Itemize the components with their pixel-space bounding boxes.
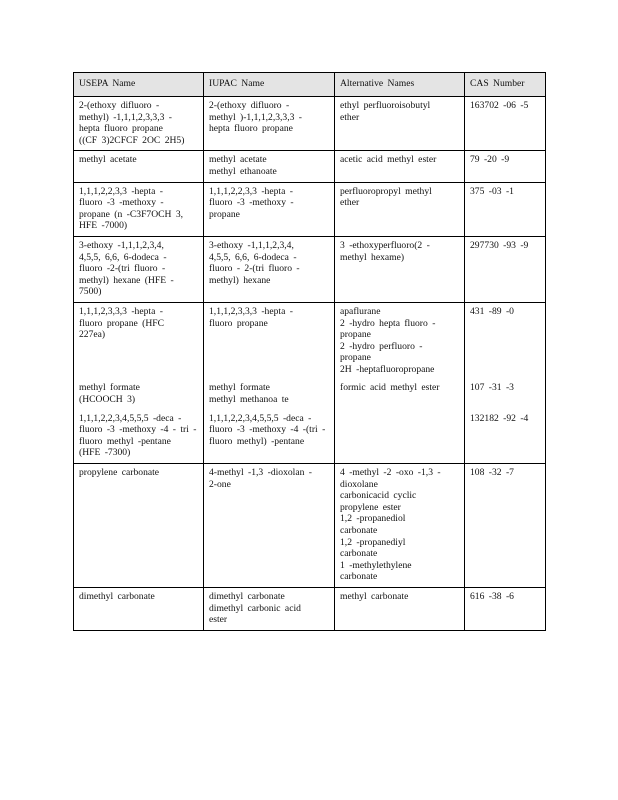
- table-row: [74, 182, 546, 236]
- cell-line: 375 -03 -1: [470, 185, 514, 197]
- cell-line: methyl) -1,1,1,2,3,3,3 -: [79, 111, 172, 123]
- cell-line: propane: [209, 208, 240, 220]
- cell-line: 1,1,1,2,3,3,3 -hepta -: [209, 305, 293, 317]
- cell-line: fluoro methyl -pentane: [79, 435, 171, 447]
- cell-line: 3-ethoxy -1,1,1,2,3,4,: [79, 239, 164, 251]
- iupac-name-cell: [204, 410, 335, 464]
- header-cas-number: CAS Number: [465, 73, 546, 97]
- cell-line: ((CF 3)2CFCF 2OC 2H5): [79, 134, 185, 146]
- cell-line: fluoro -3 -methoxy -4 - tri -: [79, 424, 197, 436]
- cell-line: methyl )-1,1,1,2,3,3,3 -: [209, 111, 302, 123]
- cell-line: methyl carbonate: [340, 590, 409, 602]
- cell-line: dimethyl carbonate: [209, 590, 285, 602]
- cell-line: carbonate: [340, 525, 378, 536]
- iupac-name-cell: [204, 379, 335, 409]
- cell-line: propane: [340, 329, 371, 341]
- cell-line: 1,1,1,2,3,3,3 -hepta -: [79, 305, 163, 317]
- cell-line: methyl hexame): [340, 251, 405, 263]
- usepa-name-cell: [74, 587, 204, 630]
- cell-line: 2-(ethoxy difluoro -: [209, 100, 290, 111]
- usepa-name-cell: [74, 464, 204, 588]
- cell-line: hepta fluoro propane: [79, 123, 163, 135]
- iupac-name-cell: [204, 302, 335, 379]
- cell-line: dimethyl carbonate: [79, 590, 155, 602]
- cell-line: formic acid methyl ester: [340, 382, 440, 394]
- cell-line: 2-(ethoxy difluoro -: [79, 100, 160, 111]
- cas-number-cell: [465, 302, 546, 379]
- alternative-names-cell: [335, 587, 465, 630]
- cell-line: fluoro propane: [209, 317, 268, 329]
- cell-line: 4,5,5, 6,6, 6-dodeca -: [209, 251, 297, 263]
- alternative-names-cell: [335, 97, 465, 151]
- usepa-name-cell: [74, 302, 204, 379]
- iupac-name-cell: [204, 151, 335, 182]
- cell-line: 1,1,1,2,2,3,3 -hepta -: [209, 185, 293, 197]
- cas-number-cell: [465, 410, 546, 464]
- alternative-names-cell: [335, 464, 465, 588]
- cell-line: 227ea): [79, 329, 106, 341]
- cell-line: dioxolane: [340, 478, 378, 490]
- cell-line: 1,1,1,2,2,3,4,5,5,5 -deca -: [209, 412, 312, 424]
- usepa-name-cell: [74, 182, 204, 236]
- table-row: [74, 97, 546, 151]
- header-iupac-name: IUPAC Name: [204, 73, 335, 97]
- cell-line: methyl formate: [79, 382, 140, 394]
- usepa-name-cell: [74, 97, 204, 151]
- alternative-names-cell: [335, 236, 465, 302]
- cell-line: fluoro -2-(tri fluoro -: [79, 263, 166, 275]
- cell-line: 1,1,1,2,2,3,3 -hepta -: [79, 185, 163, 197]
- cell-line: methyl acetate: [79, 154, 137, 166]
- cell-line: fluoro -3 -methoxy -4 -(tri -: [209, 424, 326, 436]
- cell-line: carbonicacid cyclic: [340, 490, 417, 502]
- table-header-row: [74, 73, 546, 97]
- table-body: [74, 97, 546, 631]
- cell-line: 1,2 -propanediol: [340, 513, 406, 525]
- cell-line: 1,1,1,2,2,3,4,5,5,5 -deca -: [79, 412, 182, 424]
- cas-number-cell: [465, 97, 546, 151]
- cell-line: 1,2 -propanediyl: [340, 536, 406, 548]
- cell-line: fluoro -3 -methoxy -: [209, 197, 294, 209]
- cas-number-cell: [465, 182, 546, 236]
- cell-line: ether: [340, 197, 360, 209]
- header-alternative-names: Alternative Names: [335, 73, 465, 97]
- cell-line: methyl ethanoate: [209, 165, 277, 177]
- alternative-names-cell: [335, 151, 465, 182]
- alternative-names-cell: [335, 410, 465, 464]
- table-row: [74, 379, 546, 409]
- cell-line: (HCOOCH 3): [79, 394, 136, 406]
- cell-line: methyl) hexane (HFE -: [79, 274, 174, 286]
- cell-line: propylene ester: [340, 501, 401, 513]
- cell-line: 2 -hydro perfluoro -: [340, 340, 423, 352]
- cell-line: 3 -ethoxyperfluoro(2 -: [340, 239, 430, 251]
- cell-line: fluoro - 2-(tri fluoro -: [209, 263, 300, 275]
- cell-line: 132182 -92 -4: [470, 412, 529, 424]
- header-usepa-name: USEPA Name: [74, 73, 204, 97]
- cell-line: 3-ethoxy -1,1,1,2,3,4,: [209, 239, 294, 251]
- cell-line: carbonate: [340, 548, 378, 560]
- cell-line: 163702 -06 -5: [470, 100, 529, 111]
- cell-line: 107 -31 -3: [470, 382, 514, 394]
- table-row: [74, 464, 546, 588]
- cell-line: 7500): [79, 286, 102, 298]
- cell-line: (HFE -7300): [79, 447, 131, 459]
- cell-line: 4 -methyl -2 -oxo -1,3 -: [340, 467, 441, 479]
- cell-line: 2-one: [209, 478, 231, 490]
- cell-line: ether: [340, 111, 360, 123]
- iupac-name-cell: [204, 182, 335, 236]
- alternative-names-cell: [335, 379, 465, 409]
- cas-number-cell: [465, 587, 546, 630]
- cell-line: ethyl perfluoroisobutyl: [340, 100, 431, 111]
- cell-line: fluoro methyl) -pentane: [209, 435, 305, 447]
- table-row: [74, 302, 546, 379]
- alternative-names-cell: [335, 302, 465, 379]
- usepa-name-cell: [74, 236, 204, 302]
- usepa-name-cell: [74, 151, 204, 182]
- cell-line: propane (n -C3F7OCH 3,: [79, 208, 184, 220]
- cell-line: methyl) hexane: [209, 274, 271, 286]
- chemical-names-table: [73, 72, 546, 631]
- alternative-names-cell: [335, 182, 465, 236]
- cell-line: 616 -38 -6: [470, 590, 514, 602]
- cell-line: dimethyl carbonic acid: [209, 602, 301, 614]
- cas-number-cell: [465, 151, 546, 182]
- cell-line: 431 -89 -0: [470, 305, 514, 317]
- cell-line: 2 -hydro hepta fluoro -: [340, 317, 436, 329]
- cell-line: fluoro -3 -methoxy -: [79, 197, 164, 209]
- cell-line: ester: [209, 614, 228, 626]
- cell-line: 108 -32 -7: [470, 467, 514, 479]
- cell-line: HFE -7000): [79, 220, 128, 232]
- usepa-name-cell: [74, 410, 204, 464]
- cell-line: 79 -20 -9: [470, 154, 510, 166]
- table-row: [74, 587, 546, 630]
- iupac-name-cell: [204, 236, 335, 302]
- cas-number-cell: [465, 464, 546, 588]
- cell-line: acetic acid methyl ester: [340, 154, 437, 166]
- cell-line: methyl methanoa te: [209, 394, 289, 406]
- cell-line: 4,5,5, 6,6, 6-dodeca -: [79, 251, 167, 263]
- cell-line: propane: [340, 352, 371, 364]
- cell-line: carbonate: [340, 571, 378, 583]
- iupac-name-cell: [204, 464, 335, 588]
- cell-line: 4-methyl -1,3 -dioxolan -: [209, 467, 312, 479]
- cell-line: perfluoropropyl methyl: [340, 185, 432, 197]
- cell-line: methyl formate: [209, 382, 270, 394]
- cell-line: methyl acetate: [209, 154, 267, 166]
- cell-line: 2H -heptafluoropropane: [340, 363, 435, 375]
- table-row: [74, 151, 546, 182]
- table-row: [74, 410, 546, 464]
- cas-number-cell: [465, 379, 546, 409]
- cell-line: hepta fluoro propane: [209, 123, 293, 135]
- usepa-name-cell: [74, 379, 204, 409]
- iupac-name-cell: [204, 587, 335, 630]
- cell-line: 1 -methylethylene: [340, 559, 412, 571]
- cell-line: propylene carbonate: [79, 467, 160, 479]
- cell-line: fluoro propane (HFC: [79, 317, 164, 329]
- cas-number-cell: [465, 236, 546, 302]
- iupac-name-cell: [204, 97, 335, 151]
- cell-line: apaflurane: [340, 305, 381, 317]
- cell-line: 297730 -93 -9: [470, 239, 529, 251]
- table-row: [74, 236, 546, 302]
